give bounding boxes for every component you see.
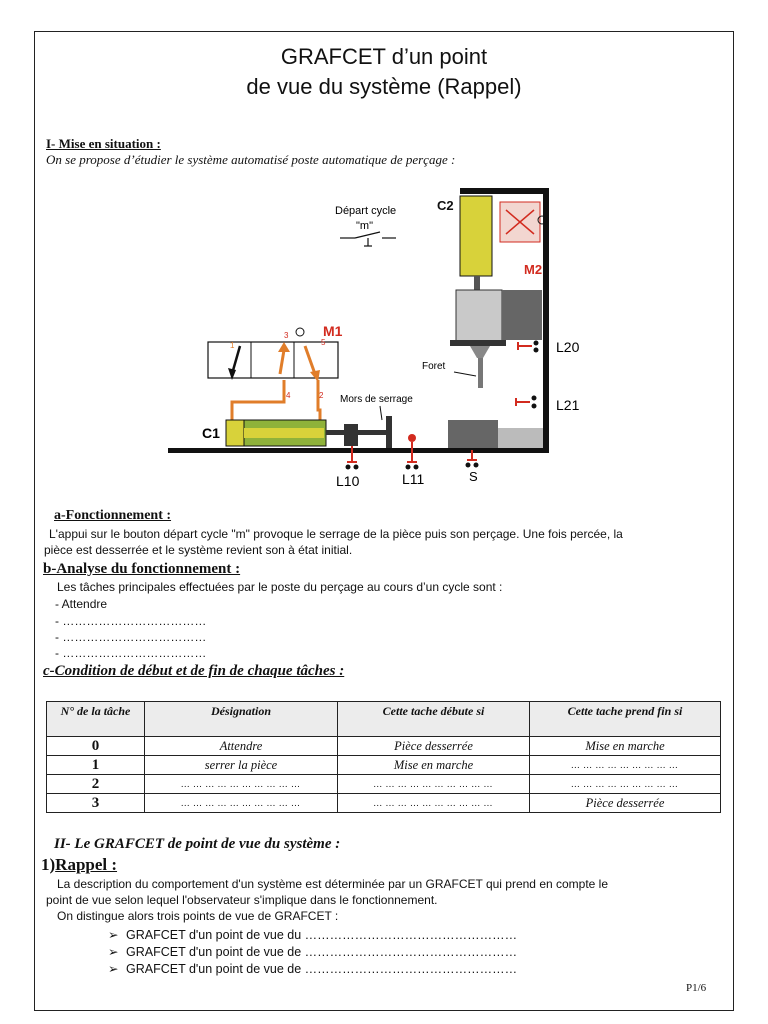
task-designation: serrer la pièce	[145, 756, 338, 775]
analyse-intro: Les tâches principales effectuées par le poste du perçage au cours d’un cycle sont :	[57, 580, 503, 594]
s-label: S	[469, 469, 478, 484]
l11-label: L11	[402, 471, 425, 487]
l10-label: L10	[336, 473, 360, 489]
task-end-condition: … … … … … … … … …	[530, 756, 721, 775]
column-header: Cette tache prend fin si	[530, 702, 721, 737]
svg-text:1: 1	[230, 341, 235, 350]
top-beam	[460, 188, 548, 194]
task-designation: … … … … … … … … … …	[145, 794, 338, 813]
l21-label: L21	[556, 397, 580, 413]
list-item	[108, 961, 517, 976]
table-row	[47, 756, 721, 775]
page-number: P1/6	[686, 982, 707, 994]
bullet-text: GRAFCET d'un point de vue de ……………………………………………	[126, 962, 518, 976]
clamping-jaw	[344, 424, 358, 446]
arrow-bullet-icon: ➢	[108, 928, 119, 942]
analyse-item: - Attendre	[55, 597, 108, 611]
rappel-heading	[41, 855, 117, 875]
task-start-condition: Pièce desserrée	[338, 737, 530, 756]
drill-bit	[478, 358, 483, 388]
drilling-station-diagram	[160, 180, 590, 490]
column-header: Cette tache débute si	[338, 702, 530, 737]
base-plate	[168, 448, 548, 453]
svg-text:5: 5	[321, 338, 326, 347]
bullet-text: GRAFCET d'un point de vue du ……………………………………………	[126, 928, 518, 942]
fonctionnement-heading: a-Fonctionnement :	[54, 508, 172, 523]
rappel-para1: La description du comportement d'un système est déterminée par un GRAFCET qui prend en compte le	[57, 877, 609, 891]
m1-label: M1	[323, 323, 343, 339]
analyse-item: - ………………………………	[55, 646, 207, 660]
table-row	[47, 794, 721, 813]
task-designation: … … … … … … … … … …	[145, 775, 338, 794]
task-start-condition: … … … … … … … … … …	[338, 775, 530, 794]
rappel-number: 1)	[41, 855, 56, 874]
task-number: 3	[47, 794, 145, 813]
analyse-item: - ………………………………	[55, 630, 207, 644]
limit-switch-l21-icon	[516, 396, 537, 409]
drill-motor	[456, 290, 502, 342]
table-row	[47, 775, 721, 794]
page-title-line2: de vue du système (Rappel)	[246, 74, 522, 99]
task-end-condition: Mise en marche	[530, 737, 721, 756]
tasks-table	[46, 701, 721, 813]
section1-intro: On se propose d’étudier le système automatisé poste automatique de perçage :	[46, 152, 456, 167]
conditions-heading: c-Condition de début et de fin de chaque tâches :	[43, 663, 345, 679]
task-number: 0	[47, 737, 145, 756]
svg-text:2: 2	[319, 391, 324, 400]
column-header: N° de la tâche	[47, 702, 145, 737]
l20-label: L20	[556, 339, 580, 355]
section2-heading: II- Le GRAFCET de point de vue du système :	[54, 836, 341, 852]
page-title-line1: GRAFCET d’un point	[280, 44, 488, 69]
task-end-condition: Pièce desserrée	[530, 794, 721, 813]
rappel-para2: point de vue selon lequel l'observateur s'implique dans le fonctionnement.	[46, 893, 438, 907]
fonctionnement-line1: L'appui sur le bouton départ cycle "m" provoque le serrage de la pièce puis son perçage. Une fois percée, la	[49, 527, 623, 541]
m-label: "m"	[356, 220, 373, 232]
foret-label: Foret	[422, 361, 446, 372]
section1-heading: I- Mise en situation :	[46, 136, 161, 151]
task-designation: Attendre	[145, 737, 338, 756]
workpiece	[448, 420, 498, 448]
c2-label: C2	[437, 198, 454, 213]
arrow-bullet-icon: ➢	[108, 962, 119, 976]
task-start-condition: Mise en marche	[338, 756, 530, 775]
column-header: Désignation	[145, 702, 338, 737]
start-button-icon	[340, 232, 396, 246]
task-number: 2	[47, 775, 145, 794]
cylinder-c2	[460, 196, 492, 276]
arrow-bullet-icon: ➢	[108, 945, 119, 959]
svg-text:4: 4	[286, 391, 291, 400]
c1-label: C1	[202, 425, 220, 441]
task-start-condition: … … … … … … … … … …	[338, 794, 530, 813]
analyse-item: - ………………………………	[55, 614, 207, 628]
rappel-title: Rappel :	[55, 855, 118, 874]
table-row	[47, 737, 721, 756]
limit-switch-l20-icon	[518, 341, 539, 353]
bullet-text: GRAFCET d'un point de vue de ……………………………………………	[126, 945, 518, 959]
m2-label: M2	[524, 262, 543, 277]
fonctionnement-line2: pièce est desserrée et le système revient son à état initial.	[44, 543, 353, 557]
list-item	[108, 944, 517, 959]
depart-cycle-label: Départ cycle	[335, 205, 397, 217]
list-item	[108, 927, 517, 942]
mors-label: Mors de serrage	[340, 394, 413, 405]
table-header-row	[47, 702, 721, 737]
svg-text:3: 3	[284, 331, 289, 340]
task-end-condition: … … … … … … … … …	[530, 775, 721, 794]
column	[543, 188, 549, 453]
task-number: 1	[47, 756, 145, 775]
rappel-para3: On distingue alors trois points de vue de GRAFCET :	[57, 909, 339, 923]
analyse-heading: b-Analyse du fonctionnement :	[43, 561, 241, 577]
